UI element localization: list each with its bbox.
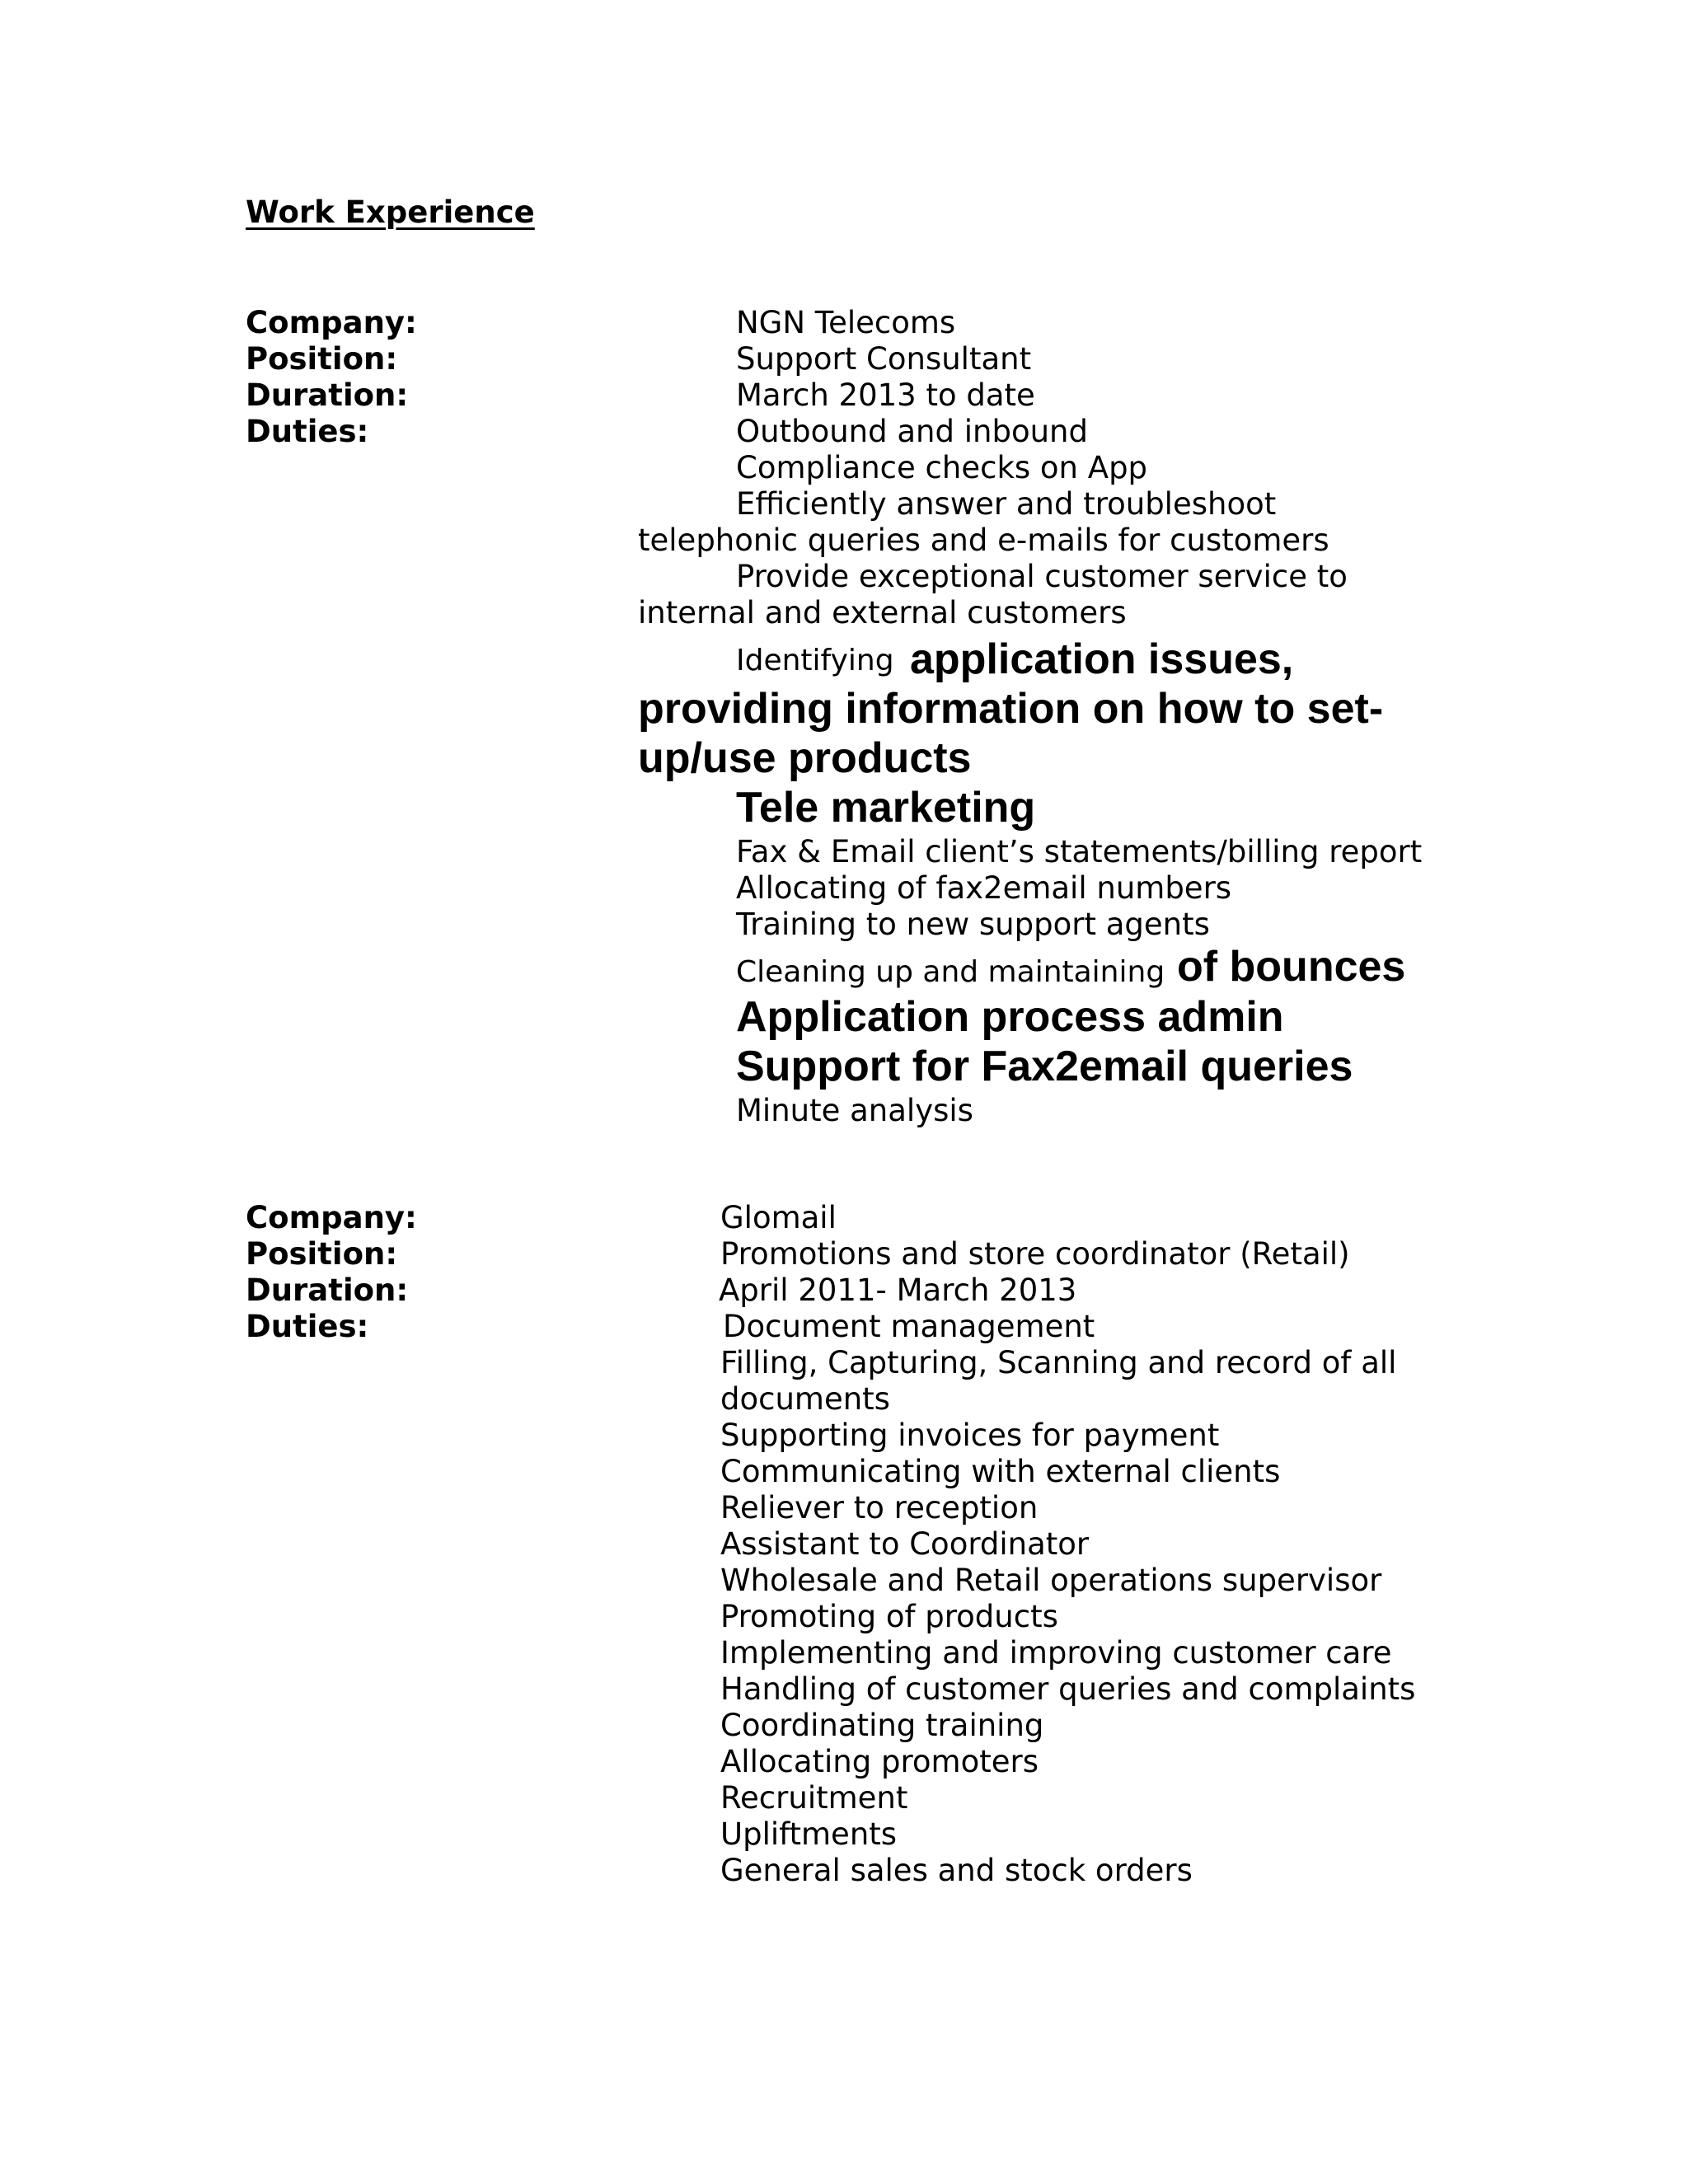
duties-label: Duties: [246,1309,369,1344]
job1-duty: internal and external customers [638,595,1127,630]
job2-duty: Upliftments [720,1816,898,1852]
section-heading: Work Experience [246,194,535,230]
job2-duty: Handling of customer queries and complaints [720,1671,1416,1707]
job2-duty: Filling, Capturing, Scanning and record of all [720,1345,1397,1380]
job1-duty-emphasis: of bounces [1177,943,1406,991]
job2-duty: Implementing and improving customer care [720,1635,1392,1671]
duration-label: Duration: [246,1272,409,1308]
job2-duty: Wholesale and Retail operations supervisor [720,1563,1382,1598]
job1-duty-emphasis: providing information on how to set- [638,685,1384,733]
duties-label: Duties: [246,414,369,449]
job2-duty: Document management [723,1309,1095,1344]
job2-position: Promotions and store coordinator (Retail) [720,1236,1350,1272]
job1-duty-emphasis: Tele marketing [736,784,1036,832]
job1-duty: Outbound and inbound [736,414,1088,449]
job1-duty: telephonic queries and e-mails for customers [638,523,1329,558]
job2-duty: Allocating promoters [720,1744,1039,1779]
job2-duty: Assistant to Coordinator [720,1526,1090,1562]
job1-duty: Compliance checks on App [736,450,1148,485]
job2-duty: Communicating with external clients [720,1454,1281,1489]
job1-duty-emphasis: up/use products [638,734,972,782]
job1-duty-emphasis: Support for Fax2email queries [736,1043,1353,1090]
job2-duty: General sales and stock orders [720,1853,1193,1888]
position-label: Position: [246,1236,398,1272]
job1-duty-emphasis: application issues, [910,635,1294,683]
job1-duration: March 2013 to date [736,377,1035,413]
job2-duty: Promoting of products [720,1599,1058,1634]
job1-duty: Provide exceptional customer service to [736,559,1348,594]
job1-duty-emphasis: Application process admin [736,993,1284,1041]
job1-position: Support Consultant [736,341,1032,377]
job1-company: NGN Telecoms [736,305,956,340]
job2-duty: Coordinating training [720,1708,1044,1743]
job1-duty: Fax & Email client’s statements/billing report [736,834,1423,869]
job1-duty: Allocating of fax2email numbers [736,870,1232,906]
job2-company: Glomail [720,1200,837,1235]
job2-duration: April 2011- March 2013 [719,1272,1077,1308]
job1-duty: Identifying [736,644,894,677]
company-label: Company: [246,305,417,340]
job2-duty: Supporting invoices for payment [720,1418,1220,1453]
job1-duty: Training to new support agents [736,907,1210,942]
position-label: Position: [246,341,398,377]
job2-duty: documents [720,1381,890,1417]
duration-label: Duration: [246,377,409,413]
job1-duty: Efficiently answer and troubleshoot [736,486,1277,522]
job1-duty: Cleaning up and maintaining [736,955,1165,989]
company-label: Company: [246,1200,417,1235]
job1-duty: Minute analysis [736,1093,973,1128]
job2-duty: Reliever to reception [720,1490,1039,1526]
job2-duty: Recruitment [720,1780,908,1816]
